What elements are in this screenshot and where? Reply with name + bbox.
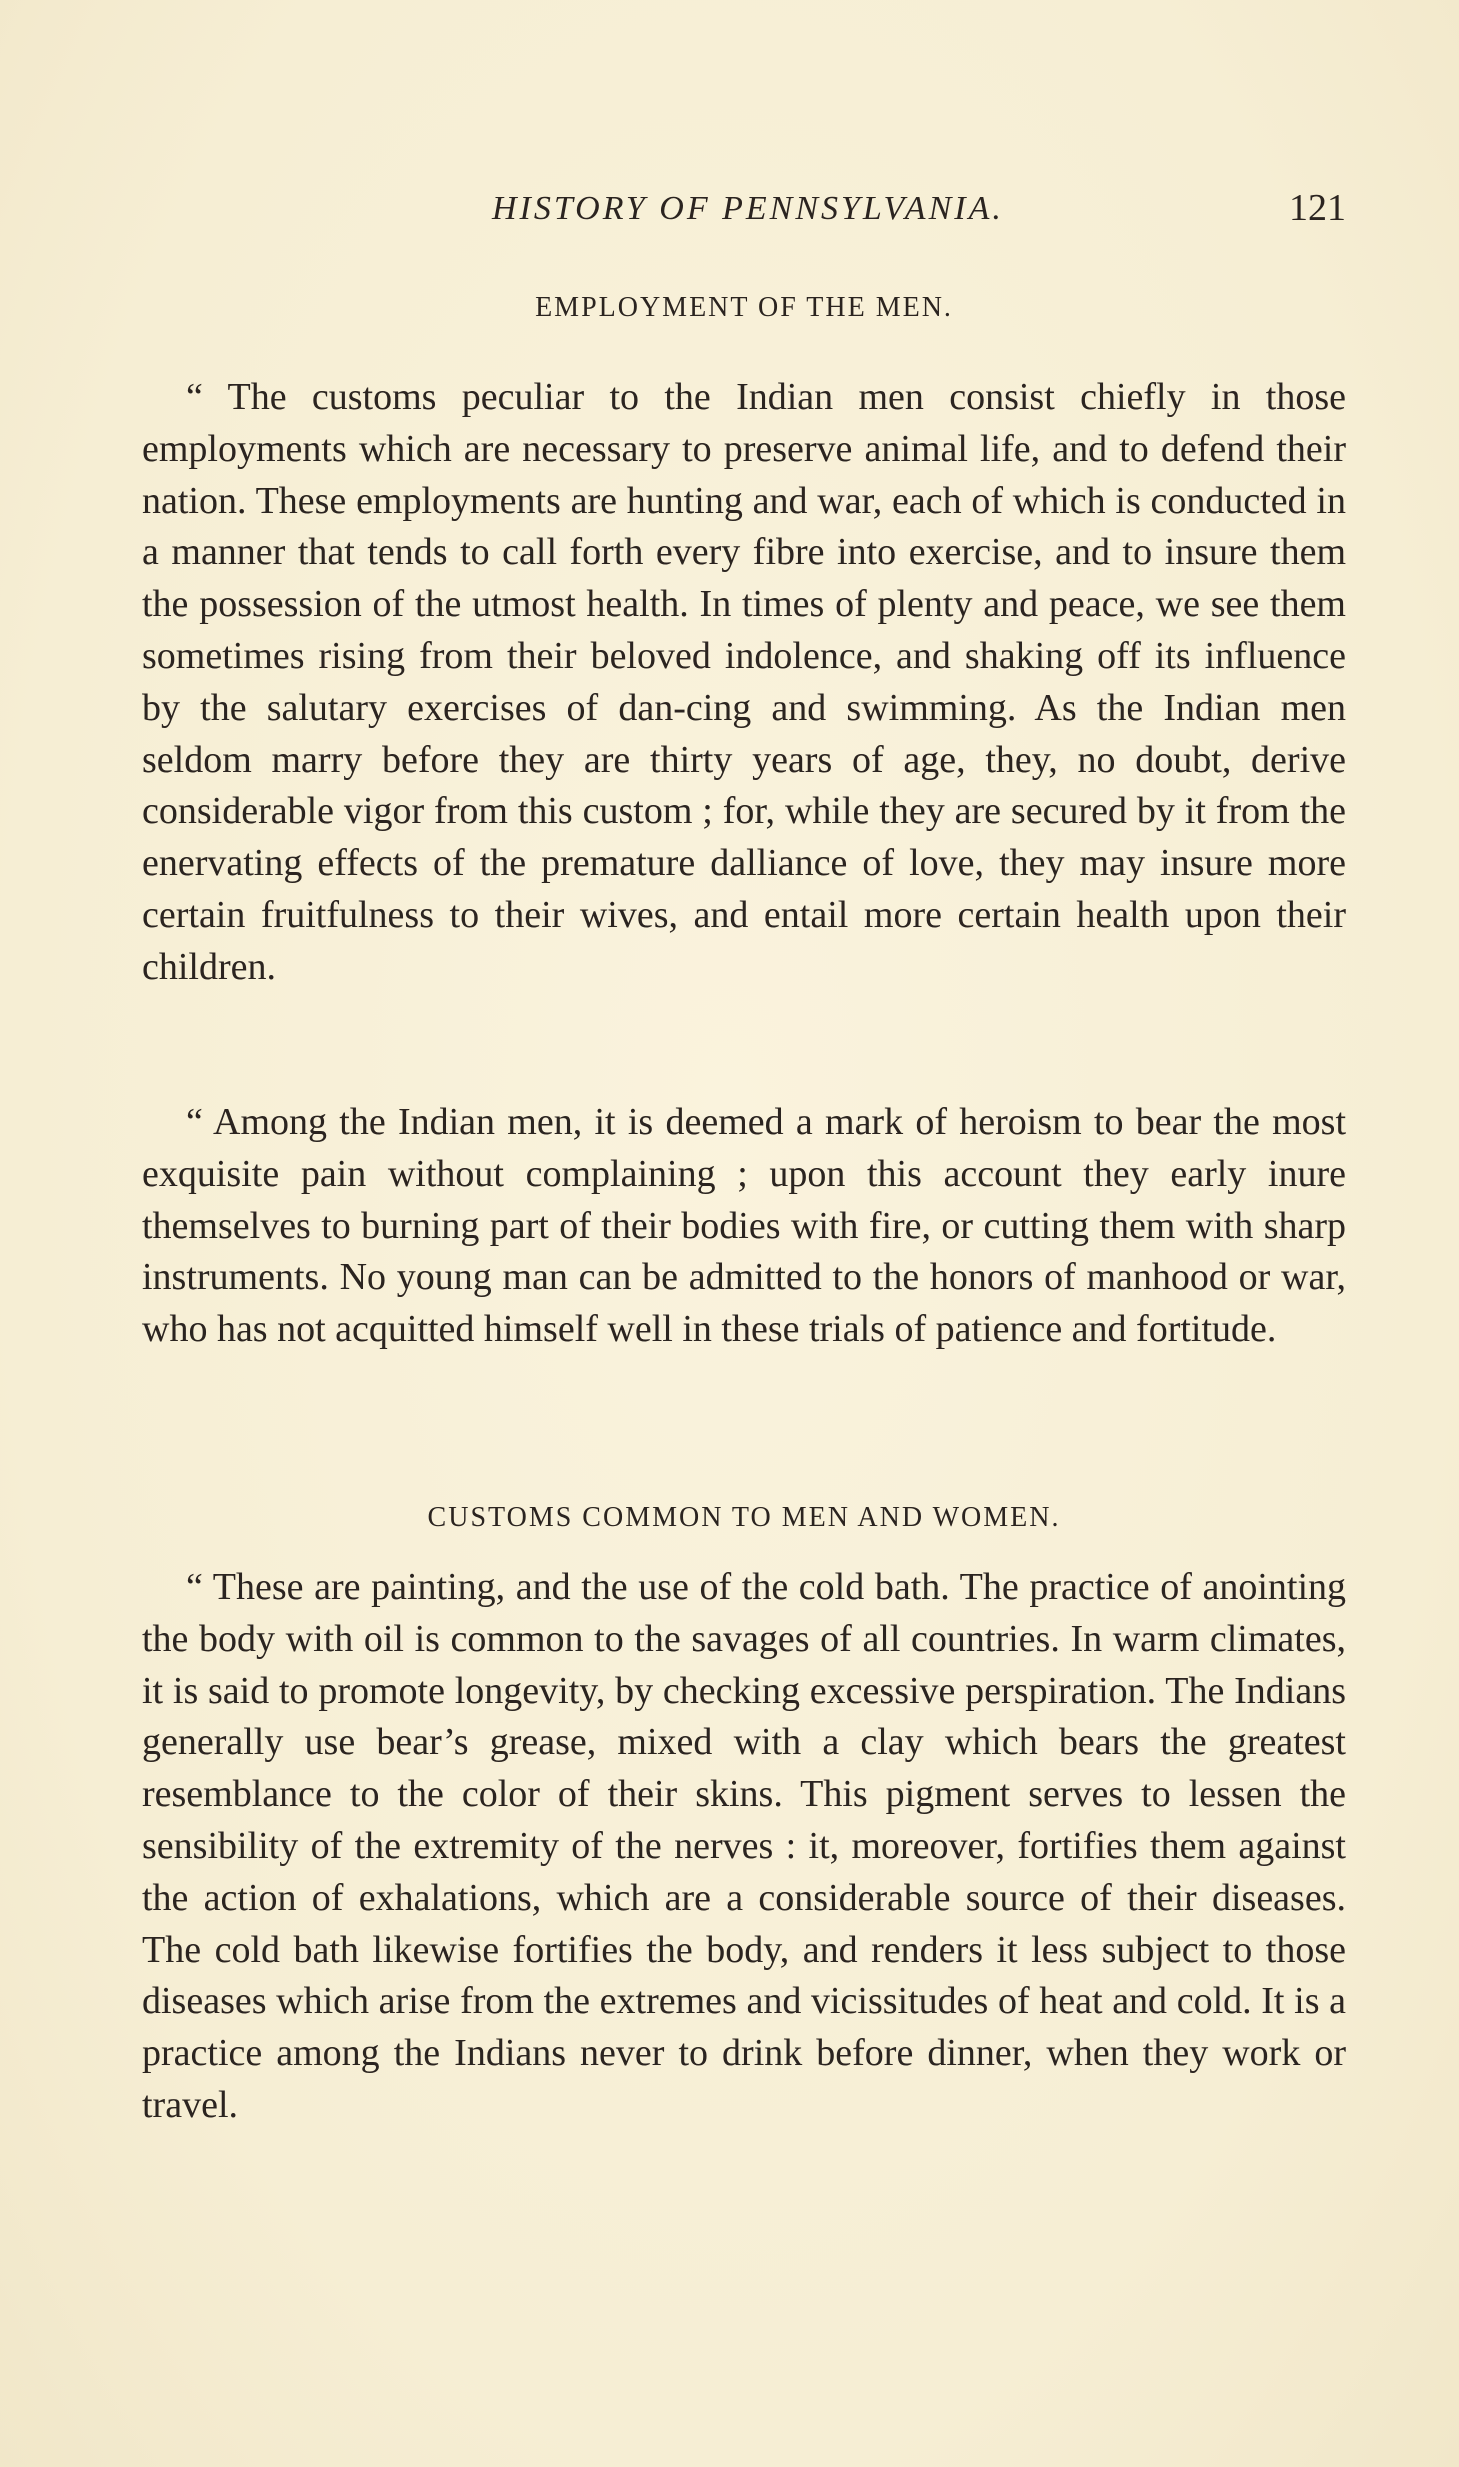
running-title: HISTORY OF PENNSYLVANIA. [492,190,1004,227]
section-heading-common-customs: CUSTOMS COMMON TO MEN AND WOMEN. [427,1502,1061,1533]
paragraph-customs-of-men: “ The customs peculiar to the Indian men consist chiefly in those employments which are necessary to preserve animal life, and to defend their nation. These employments are hunting and war, each of which is conducted in a manner that tends to call forth every fibre into exercise, and to insure them the possession of the utmost health. In times of plenty and peace, we see them sometimes rising from their beloved indolence, and shaking off its influence by the salutary exercises of dan-cing and swimming. As the Indian men seldom marry before they are thirty years of age, they, no doubt, derive considerable vigor from this custom ; for, while they are secured by it from the enervating effects of the premature dalliance of love, they may insure more certain fruitfulness to their wives, and entail more certain health upon their children. [142,376,1346,988]
page-header [142,187,1346,240]
paragraph-heroism: “ Among the Indian men, it is deemed a mark of heroism to bear the most exquisite pain without complaining ; upon this account they early inure themselves to burning part of their bodies with fire, or cutting them with sharp instruments. No young man can be admitted to the honors of manhood or war, who has not acquitted himself well in these trials of patience and fortitude. [142,1101,1346,1351]
section-heading-employment: EMPLOYMENT OF THE MEN. [535,292,953,323]
paragraph-painting-and-bath: “ These are painting, and the use of the cold bath. The practice of anointing the body with oil is common to the savages of all countries. In warm climates, it is said to promote longevity, by checking excessive perspiration. The Indians generally use bear’s grease, mixed with a clay which bears the greatest resemblance to the color of their skins. This pigment serves to lessen the sensibility of the extremity of the nerves : it, moreover, fortifies them against the action of exhalations, which are a considerable source of their diseases. The cold bath likewise fortifies the body, and renders it less subject to those diseases which arise from the extremes and vicissitudes of heat and cold. It is a practice among the Indians never to drink before dinner, when they work or travel. [142,1566,1346,2126]
page-number: 121 [1289,187,1346,229]
